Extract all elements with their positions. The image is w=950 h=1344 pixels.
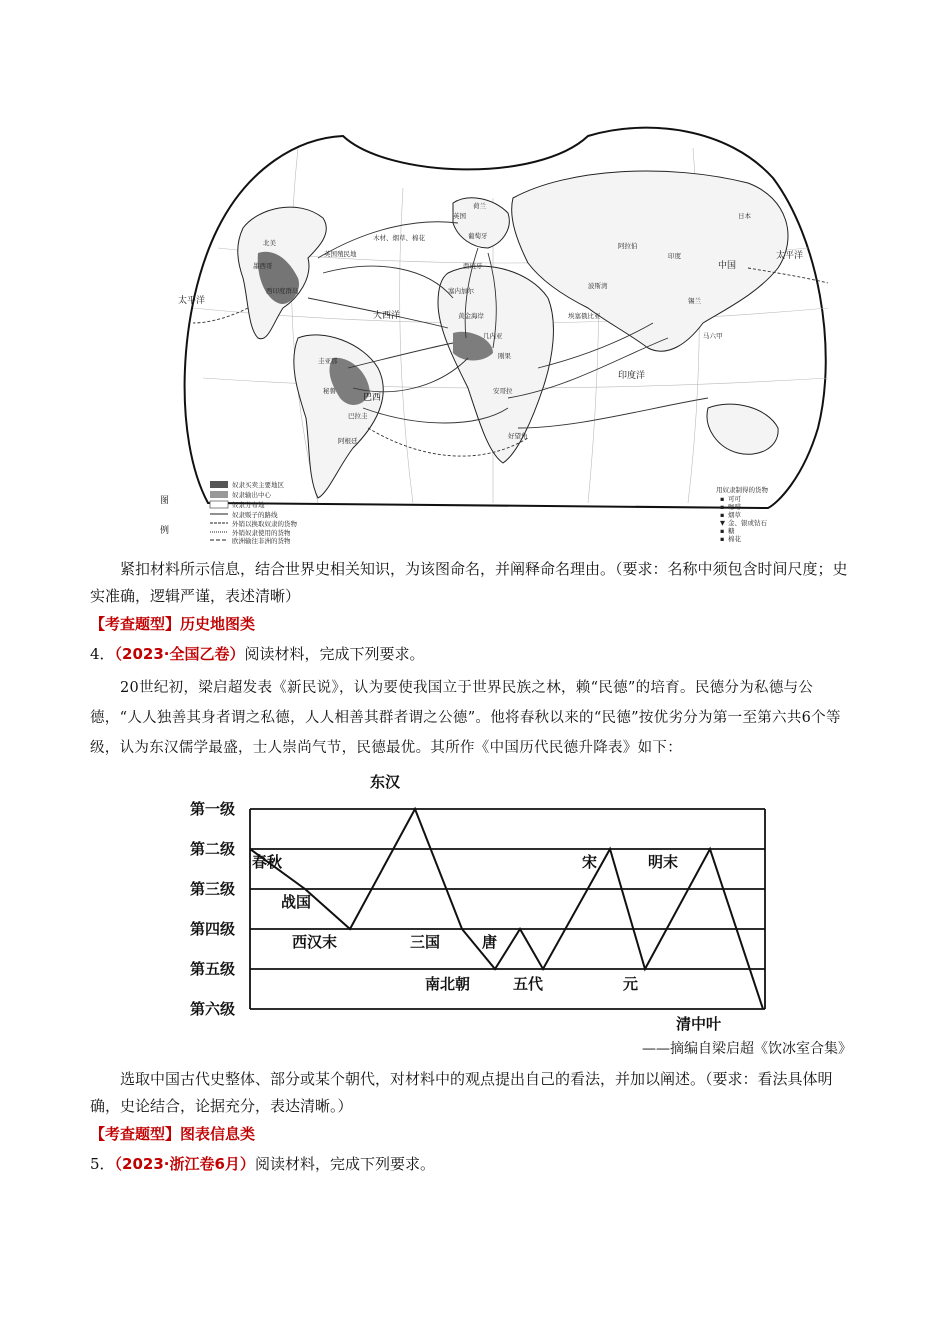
svg-text:▪: ▪ bbox=[720, 511, 725, 519]
period-label: 五代 bbox=[513, 975, 544, 993]
svg-text:北美: 北美 bbox=[263, 239, 276, 247]
svg-text:塞内加尔: 塞内加尔 bbox=[448, 287, 474, 295]
pacific-east-label: 太平洋 bbox=[178, 296, 206, 306]
question-4-source: （2023·全国乙卷） bbox=[114, 645, 245, 663]
level-label: 第五级 bbox=[190, 960, 236, 978]
period-label: 南北朝 bbox=[425, 975, 471, 993]
svg-text:英国殖民地: 英国殖民地 bbox=[324, 250, 357, 258]
level-label: 第一级 bbox=[190, 800, 236, 818]
svg-text:用奴隶制得的货物: 用奴隶制得的货物 bbox=[716, 486, 768, 494]
svg-text:奴隶分布地: 奴隶分布地 bbox=[232, 501, 265, 509]
svg-text:阿根廷: 阿根廷 bbox=[338, 437, 358, 445]
question-3-prompt: 紧扣材料所示信息，结合世界史相关知识，为该图命名，并阐释命名理由。（要求：名称中须包含时间尺度；史实准确，逻辑严谨，表述清晰） bbox=[90, 560, 848, 605]
svg-text:金、银或钻石: 金、银或钻石 bbox=[728, 519, 767, 527]
svg-text:马六甲: 马六甲 bbox=[703, 332, 723, 340]
period-label: 元 bbox=[623, 975, 639, 993]
period-label: 清中叶 bbox=[676, 1015, 722, 1033]
period-label: 宋 bbox=[582, 853, 598, 871]
svg-text:▪: ▪ bbox=[720, 495, 725, 503]
question-4-prompt: 选取中国古代史整体、部分或某个朝代，对材料中的观点提出自己的看法，并加以阐述。（要求：看法具体明确，史论结合，论据充分，表达清晰。） bbox=[90, 1070, 833, 1115]
svg-text:好望角: 好望角 bbox=[508, 432, 528, 440]
svg-text:安哥拉: 安哥拉 bbox=[493, 387, 513, 395]
svg-text:墨西哥: 墨西哥 bbox=[253, 262, 273, 270]
svg-text:可可: 可可 bbox=[728, 495, 741, 503]
indian-ocean-label: 印度洋 bbox=[618, 371, 646, 381]
svg-text:烟草: 烟草 bbox=[728, 511, 741, 519]
question-4-number: 4． bbox=[90, 645, 115, 663]
question-5-source: （2023·浙江卷6月） bbox=[114, 1155, 255, 1173]
pacific-west-label: 太平洋 bbox=[776, 251, 804, 261]
brazil-label: 巴西 bbox=[363, 393, 382, 403]
svg-text:阿拉伯: 阿拉伯 bbox=[618, 242, 638, 250]
question-4-material: 20世纪初，梁启超发表《新民说》，认为要使我国立于世界民族之林，赖“民德”的培育。民德分为私德与公德，“人人独善其身者谓之私德，人人相善其群者谓之公德”。他将春秋以来的“民德”按优劣分为第一至第六共6个等级，认为东汉儒学最盛，士人崇尚气节，民德最优。其所作《中国历代民德升降表》如下： bbox=[90, 680, 841, 756]
svg-text:奴隶买卖主要地区: 奴隶买卖主要地区 bbox=[232, 481, 284, 489]
china-label: 中国 bbox=[718, 261, 737, 271]
period-label: 东汉 bbox=[370, 773, 401, 791]
svg-text:圭亚那: 圭亚那 bbox=[318, 357, 338, 365]
period-label: 明末 bbox=[648, 853, 679, 871]
svg-text:图: 图 bbox=[160, 496, 170, 506]
svg-text:咖啡: 咖啡 bbox=[728, 503, 741, 511]
svg-text:例: 例 bbox=[160, 526, 170, 536]
min-de-line bbox=[250, 809, 763, 1009]
svg-text:黄金海岸: 黄金海岸 bbox=[458, 312, 484, 320]
svg-text:西印度群岛: 西印度群岛 bbox=[266, 287, 299, 295]
svg-text:▪: ▪ bbox=[720, 527, 725, 535]
svg-text:巴拉圭: 巴拉圭 bbox=[348, 412, 368, 420]
question-type-tag-map: 【考查题型】历史地图类 bbox=[90, 615, 256, 633]
svg-text:几内亚: 几内亚 bbox=[483, 332, 503, 340]
period-label: 三国 bbox=[410, 933, 441, 951]
svg-text:荷兰: 荷兰 bbox=[473, 202, 486, 210]
svg-text:木材、烟草、棉花: 木材、烟草、棉花 bbox=[373, 234, 425, 242]
min-de-level-chart bbox=[185, 773, 785, 1033]
question-5-header bbox=[90, 1153, 435, 1174]
svg-text:英国: 英国 bbox=[453, 212, 466, 220]
question-5-instruction: 阅读材料，完成下列要求。 bbox=[254, 1155, 435, 1173]
svg-text:▼: ▼ bbox=[720, 519, 725, 527]
level-label: 第二级 bbox=[190, 840, 236, 858]
svg-text:▪: ▪ bbox=[720, 535, 725, 543]
svg-text:葡萄牙: 葡萄牙 bbox=[468, 232, 488, 240]
period-label: 春秋 bbox=[252, 853, 283, 871]
level-label: 第六级 bbox=[190, 1000, 236, 1018]
attribution: ——摘编自梁启超《饮冰室合集》 bbox=[642, 1041, 852, 1057]
svg-text:奴隶贩子的路线: 奴隶贩子的路线 bbox=[232, 511, 278, 519]
level-label: 第四级 bbox=[190, 920, 236, 938]
svg-text:奴隶输出中心: 奴隶输出中心 bbox=[232, 491, 271, 499]
svg-text:印度: 印度 bbox=[668, 252, 681, 260]
question-type-tag-chart: 【考查题型】图表信息类 bbox=[90, 1125, 256, 1143]
question-4-instruction: 阅读材料，完成下列要求。 bbox=[244, 645, 425, 663]
svg-text:刚果: 刚果 bbox=[498, 352, 511, 360]
question-5-number: 5． bbox=[90, 1155, 115, 1173]
atlantic-label: 大西洋 bbox=[373, 311, 401, 321]
svg-text:波斯湾: 波斯湾 bbox=[588, 282, 608, 290]
svg-text:外销奴隶使用的货物: 外销奴隶使用的货物 bbox=[232, 529, 291, 537]
period-label: 唐 bbox=[482, 933, 498, 951]
svg-text:日本: 日本 bbox=[738, 212, 751, 220]
svg-text:棉花: 棉花 bbox=[728, 535, 741, 543]
slave-trade-world-map bbox=[148, 108, 838, 543]
level-label: 第三级 bbox=[190, 880, 236, 898]
period-label: 战国 bbox=[281, 893, 312, 911]
svg-text:外销以换取奴隶的货物: 外销以换取奴隶的货物 bbox=[232, 520, 297, 528]
svg-text:糖: 糖 bbox=[728, 527, 735, 535]
svg-text:秘鲁: 秘鲁 bbox=[323, 387, 336, 395]
svg-text:欧洲输往非洲的货物: 欧洲输往非洲的货物 bbox=[232, 537, 291, 545]
svg-text:西班牙: 西班牙 bbox=[463, 262, 483, 270]
period-label: 西汉末 bbox=[292, 933, 338, 951]
question-4-header bbox=[90, 643, 425, 664]
svg-text:埃塞俄比亚: 埃塞俄比亚 bbox=[568, 312, 601, 320]
svg-text:锡兰: 锡兰 bbox=[688, 297, 701, 305]
svg-text:▪: ▪ bbox=[720, 503, 725, 511]
